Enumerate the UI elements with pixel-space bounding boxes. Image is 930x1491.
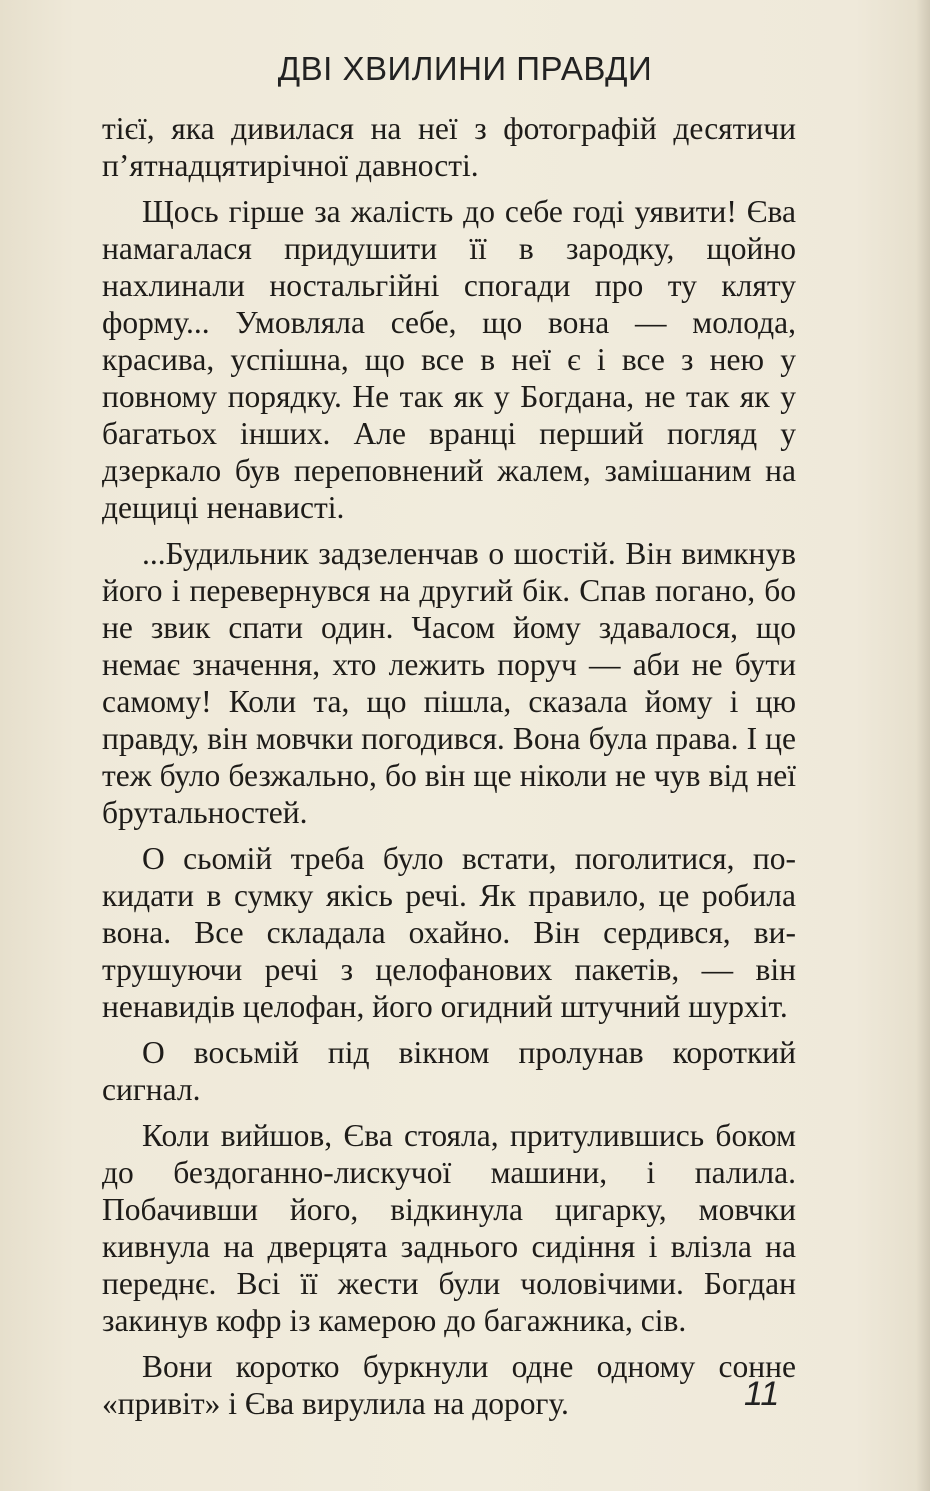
paragraph-4: О сьомій треба було встати, поголитися, покидати в сумку якісь речі. Як правило, це робила вона. Все складала охайно. Він сердився, витрушуючи речі з целофанових пакетів, — він ненавидів целофан, його огидний штучний шурхіт.: [102, 841, 796, 1024]
paragraph-3: ...Будильник задзеленчав о шостій. Він вимкнув його і перевернувся на другий бік. Спав погано, бо не звик спати один. Часом йому здавалося, що немає значення, хто лежить поруч — аби не бути самому! Коли та, що пішла, сказала йому і цю правду, він мовчки погодився. Вона була права. І це теж було безжально, бо він ще ніколи не чув від неї брутальностей.: [102, 536, 796, 830]
paragraph-7: Вони коротко буркнули одне одному сонне «привіт» і Єва вирулила на дорогу.: [102, 1349, 796, 1421]
paragraph-1: тієї, яка дивилася на неї з фотографій десятичи п’ятнадцятирічної давності.: [102, 111, 796, 183]
paragraph-2: Щось гірше за жалість до себе годі уявити! Єва намагалася придушити її в зародку, щойно нахлинали ностальгійні спогади про ту кляту форму... Умовляла себе, що вона — молода, красива, успішна, що все в неї є і все з нею у повному порядку. Не так як у Богдана, не так як у багатьох інших. Але вранці перший погляд у дзеркало був переповнений жалем, замішаним на дещиці ненависті.: [102, 194, 796, 525]
page-number: 11: [744, 1375, 780, 1413]
body-text: [102, 110, 796, 1422]
paragraph-5: О восьмій під вікном пролунав короткий сигнал.: [102, 1035, 796, 1107]
paragraph-6: Коли вийшов, Єва стояла, притулившись боком до бездоганно-лискучої машини, і палила. Побачивши його, відкинула цигарку, мовчки кивнула на дверцята заднього сидіння і влізла на переднє. Всі її жести були чоловічими. Богдан закинув кофр із камерою до багажника, сів.: [102, 1118, 796, 1338]
running-title: ДВІ ХВИЛИНИ ПРАВДИ: [277, 50, 653, 87]
